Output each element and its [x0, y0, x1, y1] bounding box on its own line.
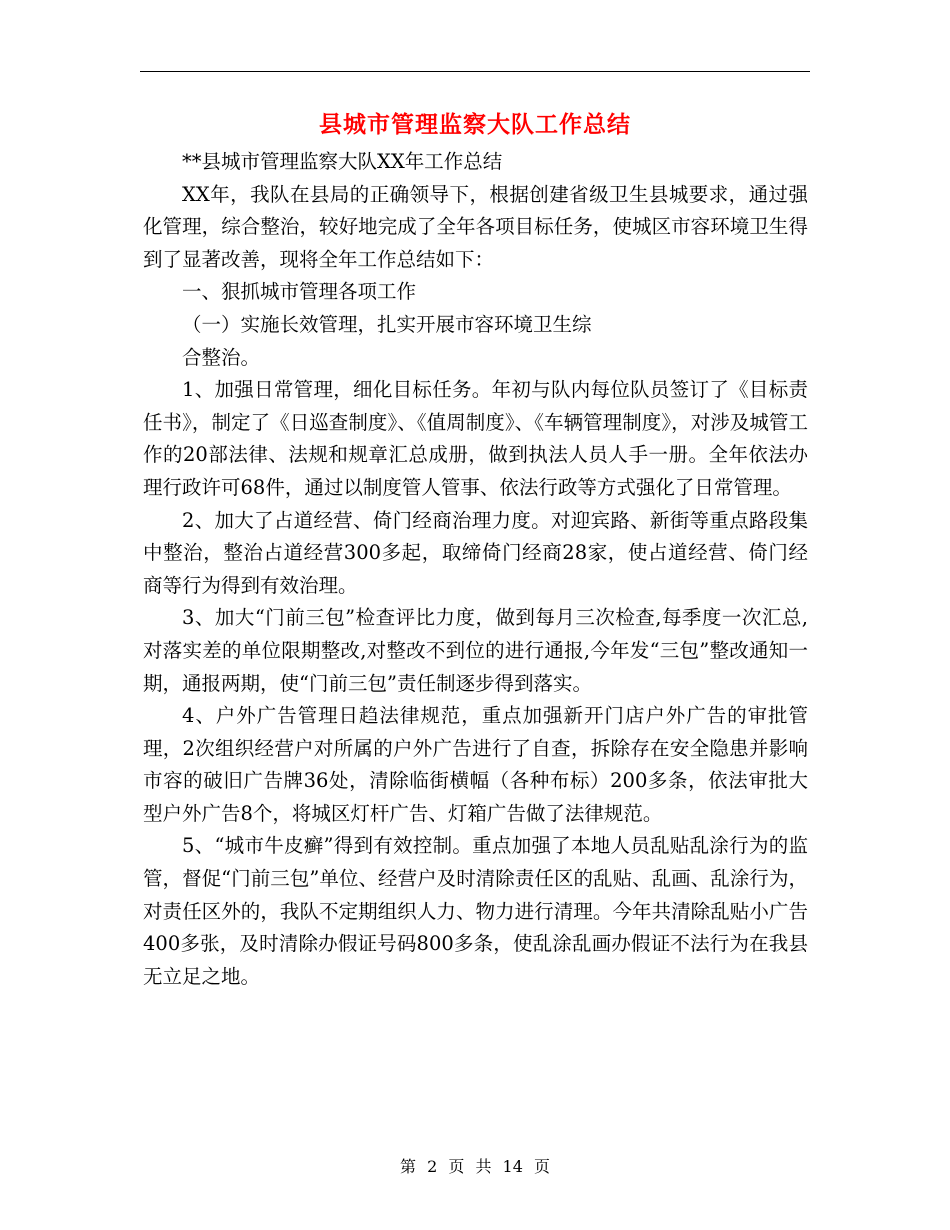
document-body — [143, 146, 808, 993]
subsection-heading-1: （一）实施长效管理，扎实开展市容环境卫生综 — [182, 312, 592, 336]
page-footer: 第 2 页 共 14 页 — [400, 1157, 550, 1176]
section-heading-1: 一、狠抓城市管理各项工作 — [182, 280, 417, 304]
paragraph-item-1: 1、加强日常管理，细化目标任务。年初与队内每位队员签订了《目标责任书》，制定了《日巡查制度》、《值周制度》、《车辆管理制度》，对涉及城管工作的20部法律、法规和规章汇总成册，做到执法人员人手一册。全年依法办理行政许可68件，通过以制度管人管事、依法行政等方式强化了日常管理。 — [143, 378, 808, 499]
subsection-heading-1-cont: 合整治。 — [182, 345, 261, 369]
paragraph-item-2: 2、加大了占道经营、倚门经商治理力度。对迎宾路、新街等重点路段集中整治，整治占道经营300多起，取缔倚门经商28家，使占道经营、倚门经商等行为得到有效治理。 — [143, 508, 808, 597]
paragraph-item-3: 3、加大“门前三包”检查评比力度，做到每月三次检查,每季度一次汇总,对落实差的单位限期整改,对整改不到位的进行通报,今年发“三包”整改通知一期，通报两期，使“门前三包”责任制逐步得到落实。 — [143, 606, 808, 695]
document-title: 县城市管理监察大队工作总结 — [319, 111, 631, 138]
paragraph-intro: XX年，我队在县局的正确领导下，根据创建省级卫生县城要求，通过强化管理，综合整治，较好地完成了全年各项目标任务，使城区市容环境卫生得到了显著改善，现将全年工作总结如下： — [143, 182, 808, 271]
header-rule — [140, 71, 810, 72]
paragraph-subtitle: **县城市管理监察大队XX年工作总结 — [182, 150, 503, 173]
paragraph-item-4: 4、户外广告管理日趋法律规范，重点加强新开门店户外广告的审批管理，2次组织经营户对所属的户外广告进行了自查，拆除存在安全隐患并影响市容的破旧广告牌36处，清除临街横幅（各种布标）200多条，依法审批大型户外广告8个，将城区灯杆广告、灯箱广告做了法律规范。 — [143, 704, 808, 825]
paragraph-item-5: 5、“城市牛皮癣”得到有效控制。重点加强了本地人员乱贴乱涂行为的监管，督促“门前三包”单位、经营户及时清除责任区的乱贴、乱画、乱涂行为，对责任区外的，我队不定期组织人力、物力进行清理。今年共清除乱贴小广告400多张，及时清除办假证号码800多条，使乱涂乱画办假证不法行为在我县无立足之地。 — [143, 834, 808, 988]
